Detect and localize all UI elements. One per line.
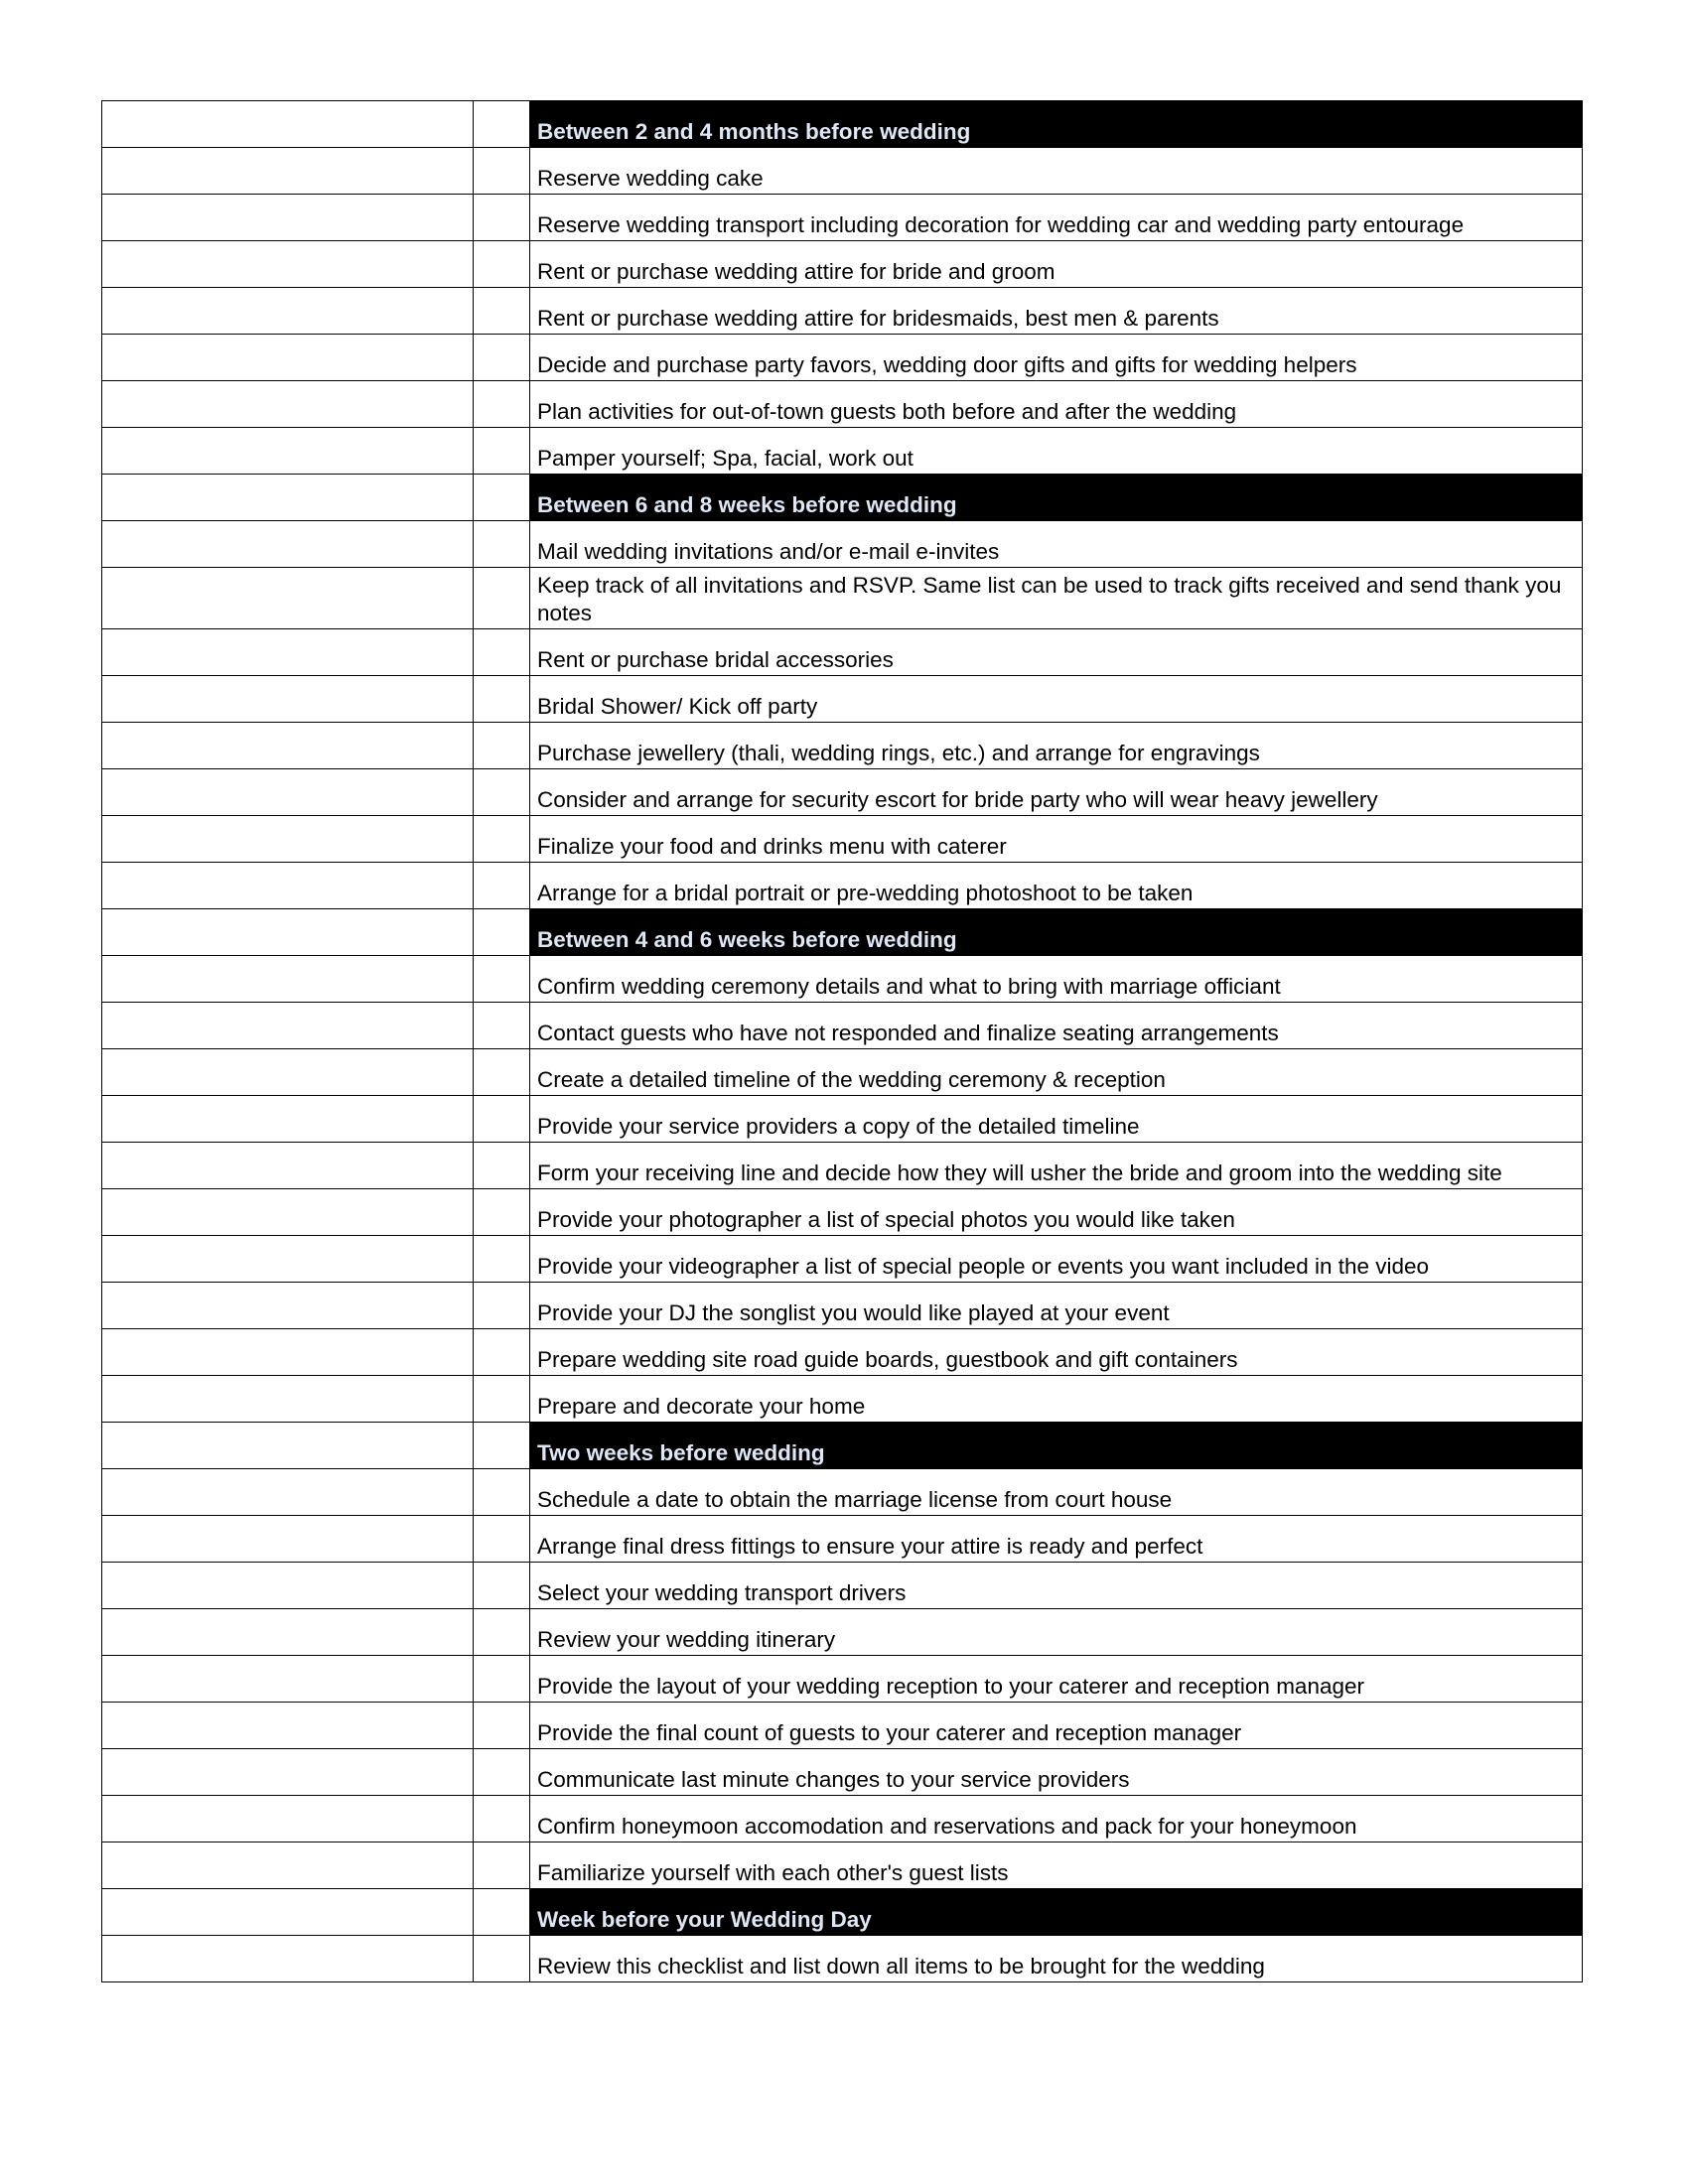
task-text: Provide your service providers a copy of the detailed timeline	[537, 1114, 1140, 1139]
check-cell[interactable]	[474, 1889, 530, 1936]
check-cell[interactable]	[474, 241, 530, 288]
task-text: Rent or purchase wedding attire for bride and groom	[537, 259, 1055, 284]
task-text: Confirm wedding ceremony details and what to bring with marriage officiant	[537, 974, 1281, 999]
check-cell[interactable]	[474, 629, 530, 676]
date-cell[interactable]	[102, 1889, 474, 1936]
task-row	[102, 1843, 1583, 1889]
date-cell[interactable]	[102, 568, 474, 629]
task-row	[102, 1936, 1583, 1982]
task-text: Review this checklist and list down all items to be brought for the wedding	[537, 1954, 1265, 1979]
task-cell	[530, 629, 1583, 676]
check-cell[interactable]	[474, 1423, 530, 1469]
date-cell[interactable]	[102, 1376, 474, 1423]
task-text: Provide your DJ the songlist you would like played at your event	[537, 1300, 1170, 1325]
date-cell[interactable]	[102, 1656, 474, 1703]
check-cell[interactable]	[474, 1703, 530, 1749]
date-cell[interactable]	[102, 1283, 474, 1329]
date-cell[interactable]	[102, 1236, 474, 1283]
check-cell[interactable]	[474, 1096, 530, 1143]
task-cell	[530, 1376, 1583, 1423]
check-cell[interactable]	[474, 1003, 530, 1049]
date-cell[interactable]	[102, 288, 474, 335]
date-cell[interactable]	[102, 723, 474, 769]
section-heading-row	[102, 909, 1583, 956]
task-cell	[530, 241, 1583, 288]
task-cell	[530, 1283, 1583, 1329]
task-text: Arrange for a bridal portrait or pre-wedding photoshoot to be taken	[537, 881, 1194, 905]
task-cell	[530, 1143, 1583, 1189]
task-text: Plan activities for out-of-town guests both before and after the wedding	[537, 399, 1237, 424]
task-cell	[530, 381, 1583, 428]
check-cell[interactable]	[474, 909, 530, 956]
task-cell	[530, 1049, 1583, 1096]
section-title: Between 6 and 8 weeks before wedding	[537, 492, 957, 517]
date-cell[interactable]	[102, 335, 474, 381]
date-cell[interactable]	[102, 241, 474, 288]
check-cell[interactable]	[474, 1843, 530, 1889]
task-cell	[530, 1516, 1583, 1563]
section-heading-row	[102, 1889, 1583, 1936]
task-cell	[530, 1936, 1583, 1982]
check-cell[interactable]	[474, 475, 530, 521]
task-row	[102, 1049, 1583, 1096]
task-text: Reserve wedding cake	[537, 166, 764, 191]
task-text: Purchase jewellery (thali, wedding rings, etc.) and arrange for engravings	[537, 741, 1260, 765]
task-cell	[530, 1843, 1583, 1889]
task-cell	[530, 1563, 1583, 1609]
check-cell[interactable]	[474, 1609, 530, 1656]
task-cell	[530, 1003, 1583, 1049]
task-row	[102, 863, 1583, 909]
check-cell[interactable]	[474, 863, 530, 909]
date-cell[interactable]	[102, 1703, 474, 1749]
date-cell[interactable]	[102, 1469, 474, 1516]
date-cell[interactable]	[102, 816, 474, 863]
task-cell	[530, 335, 1583, 381]
date-cell[interactable]	[102, 428, 474, 475]
date-cell[interactable]	[102, 1423, 474, 1469]
check-cell[interactable]	[474, 568, 530, 629]
task-row	[102, 1143, 1583, 1189]
section-title: Between 4 and 6 weeks before wedding	[537, 927, 957, 952]
task-text: Pamper yourself; Spa, facial, work out	[537, 446, 914, 471]
date-cell[interactable]	[102, 1329, 474, 1376]
section-heading-cell	[530, 1889, 1583, 1936]
check-cell[interactable]	[474, 288, 530, 335]
task-row	[102, 1096, 1583, 1143]
check-cell[interactable]	[474, 101, 530, 148]
task-cell	[530, 1749, 1583, 1796]
task-text: Reserve wedding transport including decoration for wedding car and wedding party entourage	[537, 212, 1465, 237]
task-row	[102, 1796, 1583, 1843]
section-title: Week before your Wedding Day	[537, 1907, 872, 1932]
task-row	[102, 816, 1583, 863]
task-text: Keep track of all invitations and RSVP. Same list can be used to track gifts received and send thank you notes	[537, 573, 1562, 625]
check-cell[interactable]	[474, 1049, 530, 1096]
date-cell[interactable]	[102, 475, 474, 521]
task-cell	[530, 1703, 1583, 1749]
task-cell	[530, 769, 1583, 816]
task-cell	[530, 428, 1583, 475]
task-text: Select your wedding transport drivers	[537, 1580, 907, 1605]
date-cell[interactable]	[102, 1189, 474, 1236]
task-row	[102, 241, 1583, 288]
check-cell[interactable]	[474, 676, 530, 723]
check-cell[interactable]	[474, 1143, 530, 1189]
task-row	[102, 1703, 1583, 1749]
date-cell[interactable]	[102, 863, 474, 909]
check-cell[interactable]	[474, 1189, 530, 1236]
check-cell[interactable]	[474, 195, 530, 241]
check-cell[interactable]	[474, 1516, 530, 1563]
task-row	[102, 381, 1583, 428]
date-cell[interactable]	[102, 1516, 474, 1563]
date-cell[interactable]	[102, 1609, 474, 1656]
date-cell[interactable]	[102, 1796, 474, 1843]
task-text: Communicate last minute changes to your service providers	[537, 1767, 1130, 1792]
task-text: Finalize your food and drinks menu with caterer	[537, 834, 1007, 859]
task-row	[102, 195, 1583, 241]
date-cell[interactable]	[102, 195, 474, 241]
task-text: Contact guests who have not responded and finalize seating arrangements	[537, 1021, 1279, 1045]
task-row	[102, 521, 1583, 568]
date-cell[interactable]	[102, 956, 474, 1003]
check-cell[interactable]	[474, 1563, 530, 1609]
date-cell[interactable]	[102, 148, 474, 195]
task-cell	[530, 521, 1583, 568]
check-cell[interactable]	[474, 1796, 530, 1843]
task-row	[102, 1749, 1583, 1796]
task-text: Schedule a date to obtain the marriage license from court house	[537, 1487, 1173, 1512]
task-cell	[530, 568, 1583, 629]
task-cell	[530, 1609, 1583, 1656]
section-heading-cell	[530, 1423, 1583, 1469]
date-cell[interactable]	[102, 1936, 474, 1982]
task-row	[102, 568, 1583, 629]
task-text: Arrange final dress fittings to ensure your attire is ready and perfect	[537, 1534, 1203, 1559]
date-cell[interactable]	[102, 1563, 474, 1609]
task-text: Create a detailed timeline of the wedding ceremony & reception	[537, 1067, 1166, 1092]
task-row	[102, 769, 1583, 816]
check-cell[interactable]	[474, 1376, 530, 1423]
section-heading-row	[102, 101, 1583, 148]
section-heading-cell	[530, 475, 1583, 521]
check-cell[interactable]	[474, 769, 530, 816]
check-cell[interactable]	[474, 1936, 530, 1982]
task-text: Provide the layout of your wedding reception to your caterer and reception manager	[537, 1674, 1364, 1699]
task-cell	[530, 148, 1583, 195]
task-cell	[530, 723, 1583, 769]
check-cell[interactable]	[474, 1656, 530, 1703]
date-cell[interactable]	[102, 1003, 474, 1049]
check-cell[interactable]	[474, 1283, 530, 1329]
task-text: Consider and arrange for security escort for bride party who will wear heavy jewellery	[537, 787, 1378, 812]
task-row	[102, 1189, 1583, 1236]
task-row	[102, 1376, 1583, 1423]
section-heading-row	[102, 1423, 1583, 1469]
check-cell[interactable]	[474, 1236, 530, 1283]
task-cell	[530, 956, 1583, 1003]
task-cell	[530, 1469, 1583, 1516]
task-text: Rent or purchase wedding attire for bridesmaids, best men & parents	[537, 306, 1219, 331]
task-row	[102, 288, 1583, 335]
date-cell[interactable]	[102, 101, 474, 148]
check-cell[interactable]	[474, 428, 530, 475]
task-cell	[530, 1796, 1583, 1843]
task-cell	[530, 1236, 1583, 1283]
task-row	[102, 148, 1583, 195]
check-cell[interactable]	[474, 1469, 530, 1516]
checklist-table	[101, 100, 1583, 1982]
date-cell[interactable]	[102, 1143, 474, 1189]
check-cell[interactable]	[474, 148, 530, 195]
task-text: Familiarize yourself with each other's guest lists	[537, 1860, 1009, 1885]
task-row	[102, 1329, 1583, 1376]
date-cell[interactable]	[102, 521, 474, 568]
task-row	[102, 428, 1583, 475]
date-cell[interactable]	[102, 909, 474, 956]
task-text: Provide the final count of guests to your caterer and reception manager	[537, 1720, 1242, 1745]
task-row	[102, 1469, 1583, 1516]
task-text: Review your wedding itinerary	[537, 1627, 836, 1652]
section-title: Two weeks before wedding	[537, 1440, 825, 1465]
section-heading-cell	[530, 101, 1583, 148]
check-cell[interactable]	[474, 521, 530, 568]
task-row	[102, 723, 1583, 769]
task-row	[102, 1656, 1583, 1703]
date-cell[interactable]	[102, 1843, 474, 1889]
task-text: Rent or purchase bridal accessories	[537, 647, 894, 672]
task-cell	[530, 288, 1583, 335]
check-cell[interactable]	[474, 816, 530, 863]
date-cell[interactable]	[102, 676, 474, 723]
date-cell[interactable]	[102, 1749, 474, 1796]
date-cell[interactable]	[102, 629, 474, 676]
task-cell	[530, 1096, 1583, 1143]
task-text: Bridal Shower/ Kick off party	[537, 694, 818, 719]
check-cell[interactable]	[474, 1329, 530, 1376]
task-text: Provide your photographer a list of special photos you would like taken	[537, 1207, 1235, 1232]
task-text: Confirm honeymoon accomodation and reservations and pack for your honeymoon	[537, 1814, 1357, 1839]
check-cell[interactable]	[474, 956, 530, 1003]
task-cell	[530, 195, 1583, 241]
task-cell	[530, 1656, 1583, 1703]
checklist-body	[102, 101, 1583, 1982]
task-row	[102, 676, 1583, 723]
task-row	[102, 629, 1583, 676]
section-heading-row	[102, 475, 1583, 521]
task-row	[102, 1003, 1583, 1049]
check-cell[interactable]	[474, 723, 530, 769]
task-text: Provide your videographer a list of special people or events you want included in the video	[537, 1254, 1430, 1279]
task-row	[102, 1516, 1583, 1563]
task-cell	[530, 863, 1583, 909]
task-text: Prepare and decorate your home	[537, 1394, 866, 1419]
date-cell[interactable]	[102, 1096, 474, 1143]
date-cell[interactable]	[102, 381, 474, 428]
task-cell	[530, 676, 1583, 723]
task-cell	[530, 1329, 1583, 1376]
section-title: Between 2 and 4 months before wedding	[537, 119, 971, 144]
task-row	[102, 956, 1583, 1003]
task-row	[102, 1283, 1583, 1329]
check-cell[interactable]	[474, 381, 530, 428]
date-cell[interactable]	[102, 1049, 474, 1096]
task-row	[102, 1609, 1583, 1656]
task-row	[102, 335, 1583, 381]
task-cell	[530, 816, 1583, 863]
task-cell	[530, 1189, 1583, 1236]
task-text: Prepare wedding site road guide boards, guestbook and gift containers	[537, 1347, 1238, 1372]
task-text: Mail wedding invitations and/or e-mail e-invites	[537, 539, 1000, 564]
task-text: Decide and purchase party favors, wedding door gifts and gifts for wedding helpers	[537, 352, 1357, 377]
task-row	[102, 1563, 1583, 1609]
date-cell[interactable]	[102, 769, 474, 816]
check-cell[interactable]	[474, 1749, 530, 1796]
check-cell[interactable]	[474, 335, 530, 381]
task-row	[102, 1236, 1583, 1283]
section-heading-cell	[530, 909, 1583, 956]
task-text: Form your receiving line and decide how they will usher the bride and groom into the wedding site	[537, 1160, 1502, 1185]
